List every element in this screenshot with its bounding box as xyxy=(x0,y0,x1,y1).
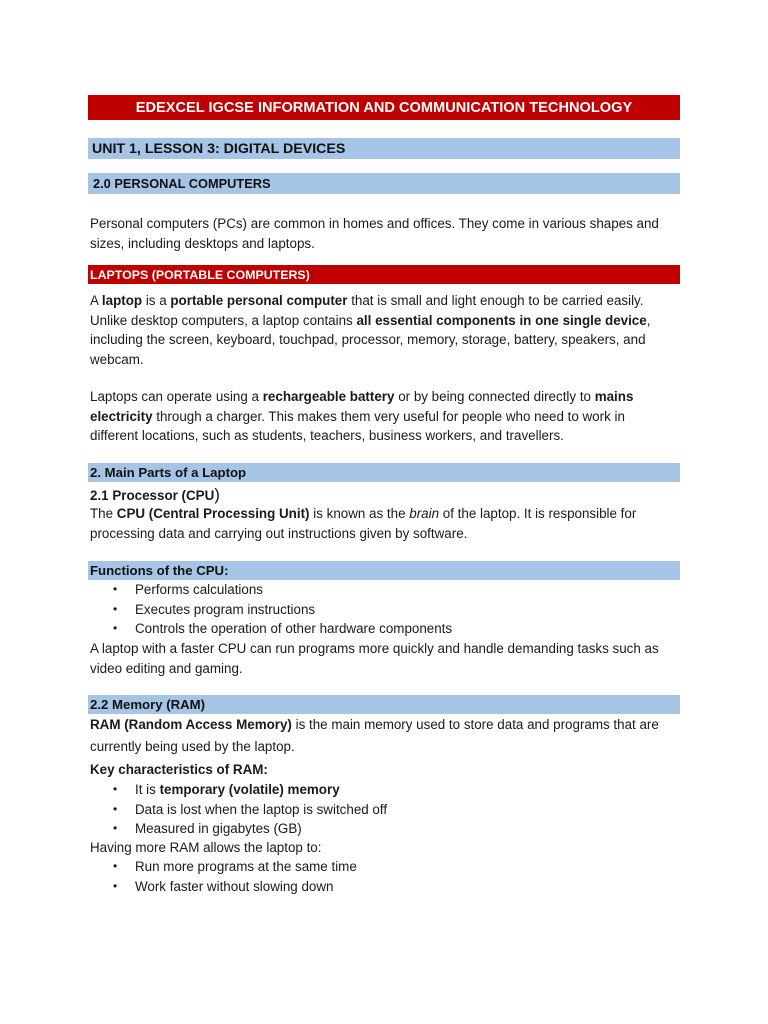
laptop-p1-line-4: webcam. xyxy=(90,351,144,367)
unit-heading xyxy=(88,138,680,159)
cpu-summary-line-1: A laptop with a faster CPU can run programs more quickly and handle demanding tasks such as xyxy=(90,641,659,656)
bold-term-volatile: temporary (volatile) memory xyxy=(159,782,340,797)
cpu-p-line-2: processing data and carrying out instructions given by software. xyxy=(90,525,468,541)
document-title xyxy=(88,95,680,120)
bullet-icon: • xyxy=(113,878,118,893)
text-run: is known as the xyxy=(309,506,410,521)
laptop-p1-line-1 xyxy=(90,291,686,311)
ram-characteristics-list xyxy=(90,780,387,839)
intro-line-2: sizes, including desktops and laptops. xyxy=(90,235,315,251)
list-item xyxy=(90,780,387,800)
laptops-heading-text: LAPTOPS (PORTABLE COMPUTERS) xyxy=(90,267,310,282)
text-run: is a xyxy=(142,293,171,308)
bullet-icon: • xyxy=(113,821,118,835)
main-parts-heading xyxy=(88,463,680,482)
document-title-text: EDEXCEL IGCSE INFORMATION AND COMMUNICATION TECHNOLOGY xyxy=(135,99,633,116)
ram-paragraph xyxy=(90,714,686,758)
intro-line-1: Personal computers (PCs) are common in homes and offices. They come in various shapes and xyxy=(90,216,659,231)
cpu-p-line-1 xyxy=(90,504,686,524)
bold-term-all-components: all essential components in one single device xyxy=(356,312,647,328)
cpu-heading-text: 2.1 Processor (CPU xyxy=(90,488,215,503)
ram-p-line-1 xyxy=(90,714,686,736)
laptop-p1-line-3: including the screen, keyboard, touchpad, processor, memory, storage, battery, speakers, and xyxy=(90,332,646,347)
list-item xyxy=(90,580,452,600)
ram-key-heading: Key characteristics of RAM: xyxy=(90,762,268,777)
text-run: through a charger. This makes them very useful for people who need to work in xyxy=(152,408,625,424)
more-ram-text: Having more RAM allows the laptop to: xyxy=(90,840,322,855)
list-item-text: Measured in gigabytes (GB) xyxy=(135,821,302,836)
bold-term-electricity: electricity xyxy=(90,408,153,424)
list-item-text: Data is lost when the laptop is switched off xyxy=(135,801,388,817)
cpu-functions-heading xyxy=(88,561,680,580)
italic-term-brain: brain xyxy=(409,506,440,521)
intro-paragraph xyxy=(90,214,686,253)
bullet-icon: • xyxy=(113,621,118,635)
ram-heading-text: 2.2 Memory (RAM) xyxy=(90,697,206,712)
section-heading xyxy=(88,173,680,194)
bullet-icon: • xyxy=(113,601,118,616)
bold-term-battery: rechargeable battery xyxy=(262,389,395,404)
list-item-text: Performs calculations xyxy=(135,582,264,597)
laptop-p2-line-1 xyxy=(90,387,686,407)
text-run: Laptops can operate using a xyxy=(90,389,263,404)
list-item xyxy=(90,877,357,897)
list-item-text: It is xyxy=(135,782,160,797)
bold-term-cpu: CPU (Central Processing Unit) xyxy=(116,506,310,521)
bold-term-mains: mains xyxy=(594,389,634,404)
cpu-heading-paren: ) xyxy=(214,485,220,504)
ram-p-line-2: currently being used by the laptop. xyxy=(90,739,295,754)
text-run: that is small and light enough to be carried easily. xyxy=(347,293,644,308)
cpu-functions-list xyxy=(90,580,452,639)
bold-term-laptop: laptop xyxy=(101,293,143,308)
section-heading-text: 2.0 PERSONAL COMPUTERS xyxy=(93,176,271,191)
cpu-summary-paragraph xyxy=(90,639,686,678)
text-run: Unlike desktop computers, a laptop contains xyxy=(90,312,357,328)
list-item-text: Work faster without slowing down xyxy=(135,878,334,894)
text-run: A xyxy=(90,293,102,308)
list-item-text: Controls the operation of other hardware components xyxy=(135,621,453,636)
list-item xyxy=(90,619,452,639)
cpu-functions-heading-text: Functions of the CPU: xyxy=(90,563,229,578)
bullet-icon: • xyxy=(113,582,118,596)
laptop-p2-line-3: different locations, such as students, teachers, business workers, and travellers. xyxy=(90,428,564,443)
laptop-p2-line-2 xyxy=(90,407,686,427)
ram-heading xyxy=(88,695,680,714)
text-run: or by being connected directly to xyxy=(394,389,595,404)
list-item xyxy=(90,600,452,620)
laptop-paragraph-2 xyxy=(90,387,686,446)
more-ram-list xyxy=(90,857,357,896)
cpu-summary-line-2: video editing and gaming. xyxy=(90,660,243,676)
list-item xyxy=(90,857,357,877)
cpu-paragraph xyxy=(90,504,686,543)
bullet-icon: • xyxy=(113,782,118,796)
bold-term-portable: portable personal computer xyxy=(170,293,348,308)
list-item xyxy=(90,800,387,820)
cpu-heading xyxy=(90,485,220,505)
text-run: , xyxy=(646,312,651,328)
main-parts-heading-text: 2. Main Parts of a Laptop xyxy=(90,465,247,480)
more-ram-line xyxy=(90,838,686,858)
bullet-icon: • xyxy=(113,801,118,816)
bullet-icon: • xyxy=(113,859,118,873)
text-run: of the laptop. It is responsible for xyxy=(439,506,637,521)
laptop-p1-line-2 xyxy=(90,311,686,331)
list-item xyxy=(90,819,387,839)
bold-term-ram: RAM (Random Access Memory) xyxy=(90,717,292,732)
laptop-paragraph-1 xyxy=(90,291,686,369)
laptops-heading xyxy=(88,265,680,284)
list-item-text: Run more programs at the same time xyxy=(135,859,357,874)
unit-heading-text: UNIT 1, LESSON 3: DIGITAL DEVICES xyxy=(92,140,346,157)
text-run: is the main memory used to store data and programs that are xyxy=(291,717,659,732)
list-item-text: Executes program instructions xyxy=(135,601,316,617)
text-run: The xyxy=(90,506,117,521)
